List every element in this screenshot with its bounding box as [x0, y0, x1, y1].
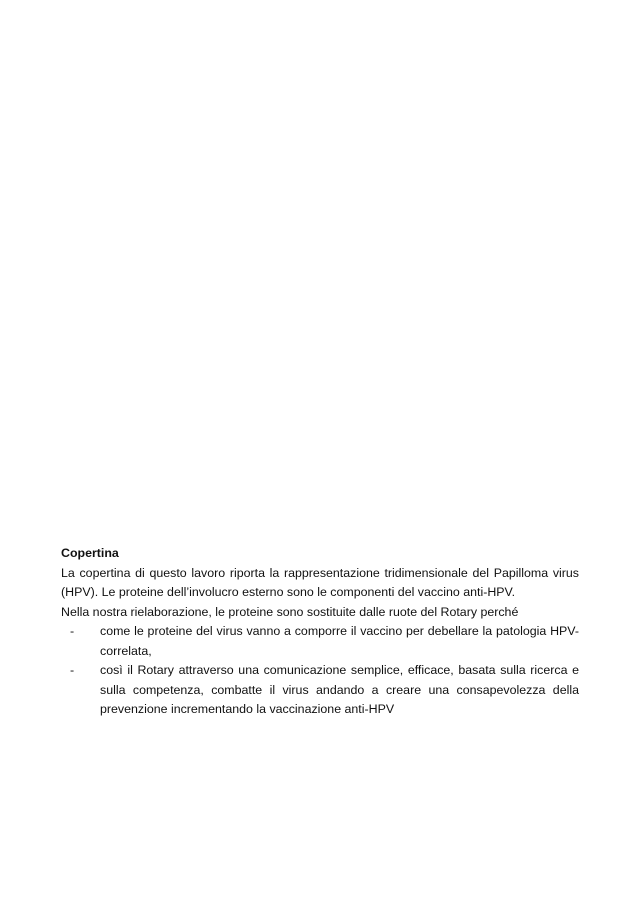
bullet-list: [61, 622, 579, 720]
bullet-item: [61, 661, 579, 720]
bullet-text: come le proteine del virus vanno a comporre il vaccino per debellare la patologia HPV-correlata,: [100, 624, 579, 658]
cover-description-section: [61, 544, 579, 720]
section-heading: Copertina: [61, 546, 119, 560]
bullet-marker: -: [70, 663, 75, 677]
bullet-marker: -: [70, 624, 75, 638]
cover-paragraph: La copertina di questo lavoro riporta la rappresentazione tridimensionale del Papilloma virus (HPV). Le proteine dell’involucro esterno sono le componenti del vaccino anti-HPV.: [61, 565, 579, 599]
bullet-text: così il Rotary attraverso una comunicazione semplice, efficace, basata sulla ricerca e sulla competenza, combatte il virus andando a creare una consapevolezza della prevenzione incrementando la vaccinazione anti-HPV: [100, 663, 579, 716]
rework-paragraph: Nella nostra rielaborazione, le proteine sono sostituite dalle ruote del Rotary perché: [61, 604, 519, 619]
bullet-item: [61, 622, 579, 661]
